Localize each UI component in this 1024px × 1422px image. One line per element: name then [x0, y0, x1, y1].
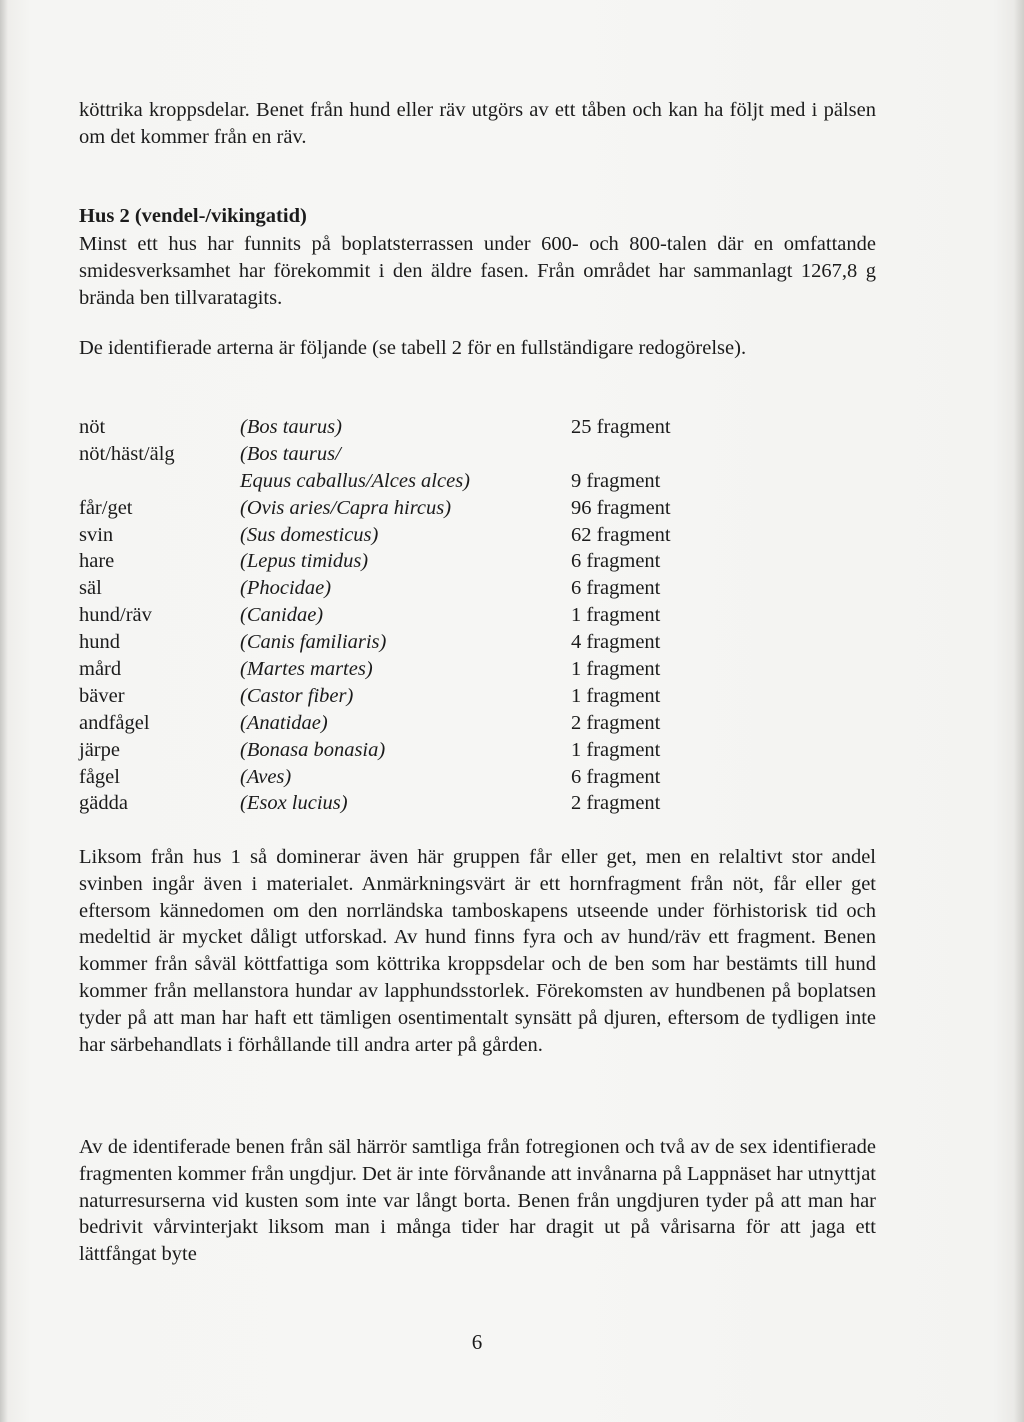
species-latin-line1: (Bos taurus/ — [240, 442, 341, 465]
intro-paragraph: köttrika kroppsdelar. Benet från hund eller räv utgörs av ett tåben och kan ha följt med i pälsen om det kommer från en räv. — [79, 99, 876, 148]
species-row — [79, 710, 779, 737]
species-common-name: hare — [79, 550, 115, 573]
species-count: 6 fragment — [571, 550, 661, 573]
species-row — [79, 495, 779, 522]
species-count: 1 fragment — [571, 658, 661, 681]
species-latin-name: (Bos taurus) — [240, 416, 342, 438]
species-latin-name: (Esox lucius) — [240, 792, 348, 815]
section-heading: Hus 2 (vendel-/vikingatid) — [79, 205, 307, 227]
species-count: 6 fragment — [571, 765, 661, 788]
species-count: 2 fragment — [571, 711, 661, 734]
species-latin-name: (Lepus timidus) — [240, 550, 369, 573]
species-common-name: fågel — [79, 765, 120, 788]
species-common-name: järpe — [79, 738, 120, 761]
species-list — [79, 414, 779, 817]
species-row — [79, 683, 779, 710]
species-row — [79, 790, 779, 817]
discussion-paragraph-1: Liksom från hus 1 så dominerar även här gruppen får eller get, men en relaltivt stor andel svinben ingår även i materialet. Anmärkningsvärt är ett hornfragment från nöt, får eller get eftersom kännedomen om den norrländska tamboskapens utseende under förhistorisk tid och medeltid är mycket dåligt utforskad. Av hund finns fyra och av hund/räv ett fragment. Benen kommer från såväl köttfattiga som köttrika kroppsdelar och de ben som har bestämts till hund kommer från mellanstora hundar av lapphundsstorlek. Förekomsten av hundbenen på boplatsen tyder på att man har haft ett tämligen osentimentalt synsätt på djuren, eftersom de tydligen inte har särbehandlats i förhållande till andra arter på gården. — [79, 846, 876, 1056]
species-count: 6 fragment — [571, 577, 661, 600]
species-latin-name: (Sus domesticus) — [240, 523, 379, 546]
species-row — [79, 522, 779, 549]
species-row — [79, 629, 779, 656]
species-common-name: får/get — [79, 496, 133, 519]
species-latin-name: (Phocidae) — [240, 577, 332, 600]
species-intro: De identifierade arterna är följande (se tabell 2 för en fullständigare redogörelse). — [79, 337, 747, 359]
species-row — [79, 548, 779, 575]
species-count: 25 fragment — [571, 416, 671, 438]
species-common-name: svin — [79, 523, 114, 546]
species-latin-name: (Canis familiaris) — [240, 631, 387, 654]
species-row — [79, 441, 779, 495]
species-count: 62 fragment — [571, 523, 671, 546]
page-number: 6 — [471, 1330, 483, 1354]
species-latin-name: (Canidae) — [240, 604, 324, 627]
species-common-name: säl — [79, 577, 102, 600]
species-row — [79, 737, 779, 764]
species-count: 96 fragment — [571, 496, 671, 519]
species-row — [79, 764, 779, 791]
species-common-name: hund — [79, 631, 120, 654]
discussion-paragraph-2: Av de identiferade benen från säl härrör samtliga från fotregionen och två av de sex identifierade fragmenten kommer från ungdjur. Det är inte förvånande att invånarna på Lappnäset har utnyttjat naturresurserna vid kusten som inte var långt borta. Benen från ungdjuren tyder på att man har bedrivit vårvinterjakt liksom man i många tider har dragit ut på vårisarna för att jaga ett lättfångat byte — [79, 1136, 876, 1266]
species-latin-name: (Anatidae) — [240, 711, 328, 734]
page-edge-shadow-right — [1014, 0, 1024, 1422]
species-count: 1 fragment — [571, 738, 661, 761]
species-common-name: hund/räv — [79, 604, 152, 627]
species-row — [79, 575, 779, 602]
species-row — [79, 656, 779, 683]
species-common-name: mård — [79, 658, 122, 681]
species-count: 1 fragment — [571, 684, 661, 707]
species-common-name: nöt — [79, 416, 106, 438]
species-latin-line2: Equus caballus/Alces alces) — [240, 469, 471, 492]
section-paragraph: Minst ett hus har funnits på boplatsterrassen under 600- och 800-talen där en omfattande smidesverksamhet har förekommit i den äldre fasen. Från området har sammanlagt 1267,8 g brända ben tillvaratagits. — [79, 233, 876, 309]
species-row — [79, 414, 779, 441]
species-count: 4 fragment — [571, 631, 661, 654]
species-latin-name: (Bonasa bonasia) — [240, 738, 386, 761]
species-latin-name: (Aves) — [240, 765, 292, 788]
species-common-name: gädda — [79, 792, 128, 815]
species-common-name: andfågel — [79, 711, 150, 734]
species-count: 2 fragment — [571, 792, 661, 815]
species-latin-name — [240, 441, 470, 495]
species-latin-name: (Ovis aries/Capra hircus) — [240, 496, 452, 519]
page-edge-shadow-left — [0, 0, 8, 1422]
species-latin-name: (Castor fiber) — [240, 684, 354, 707]
species-row — [79, 602, 779, 629]
species-common-name: nöt/häst/älg — [79, 442, 175, 465]
species-count: 9 fragment — [571, 469, 661, 492]
species-common-name: bäver — [79, 684, 125, 707]
species-count: 1 fragment — [571, 604, 661, 627]
species-latin-name: (Martes martes) — [240, 658, 373, 681]
